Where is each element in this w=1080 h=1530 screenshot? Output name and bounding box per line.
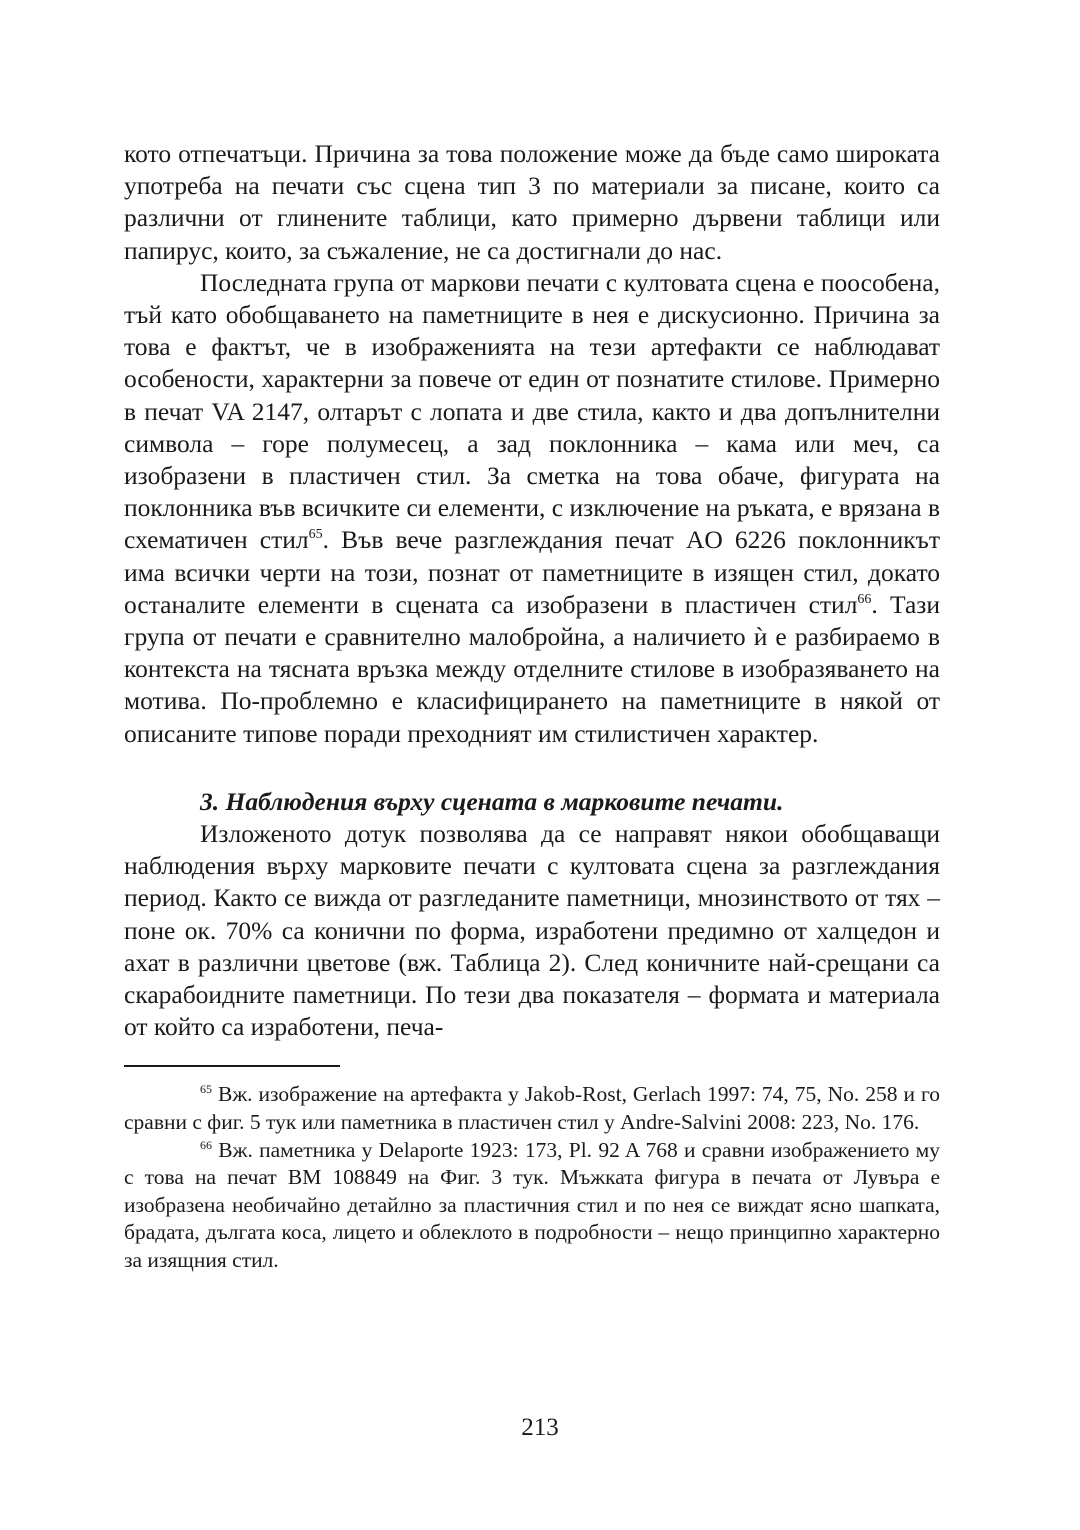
paragraph-1: кото отпечатъци. Причина за това положение може да бъде само широката употреба на печати със сцена тип 3 по материали за писане, които са различни от глинените таблици, като примерно дървени таблици или папирус, които, за съжаление, не са достигнали до нас. bbox=[124, 139, 940, 265]
paragraph-3: Изложеното дотук позволява да се направят някои обобщаващи наблюдения върху марковите печати с култовата сцена за разглеждания период. Както се вижда от разгледаните паметници, мнозинството от тях – поне ок. 70% са конични по форма, изработени предимно от халцедон и ахат в различни цветове (вж. Таблица 2). След коничните най-срещани са скарабоидните паметници. По тези два показателя – формата и материала от който са изработени, печа- bbox=[124, 819, 940, 1042]
footnote-text: Вж. паметника у Delaporte 1923: 173, Pl. 92 A 768 и сравни изображението му с това на печат BM 108849 на Фиг. 3 тук. Мъжката фигура в печата от Лувъра е изобразена необичайно детайлно за пластичния стил и по нея се виждат ясно шапката, брадата, дългата коса, лицето и облеклото в подробности – нещо принципно характерно за изящния стил. bbox=[124, 1137, 941, 1273]
footnote-number: 66 bbox=[200, 1137, 212, 1152]
footnote-ref-65[interactable]: 65 bbox=[308, 527, 323, 543]
paragraph-2-part-c: . Тази група от печати е сравнително малобройна, а наличието ѝ е разбираемо в контекста на тясната връзка между отделните стилове в изобразяването на мотива. По-проблемно е класифицирането на паметниците в някой от описаните типове поради преходният им стилистичен характер. bbox=[124, 589, 941, 748]
section-heading: 3. Наблюдения върху сцената в марковите печати. bbox=[200, 786, 784, 816]
page-content bbox=[124, 138, 940, 1275]
body-text bbox=[124, 138, 940, 1043]
footnote-66 bbox=[124, 1137, 940, 1275]
footnote-ref-66[interactable]: 66 bbox=[857, 591, 872, 607]
footnote-text: Вж. изображение на артефакта у Jakob-Rost, Gerlach 1997: 74, 75, No. 258 и го сравни с фиг. 5 тук или паметника в пластичен стил у Andre-Salvini 2008: 223, No. 176. bbox=[124, 1082, 941, 1135]
paragraph-2 bbox=[124, 267, 940, 750]
footnote-number: 65 bbox=[200, 1082, 212, 1097]
paragraph-2-part-a: Последната група от маркови печати с култовата сцена е поособена, тъй като обобщаването на паметниците в нея е дискусионно. Причина за това е фактът, че в изображенията на тези артефакти се наблюдават особености, характерни за повече от един от познатите стилове. Примерно в печат VA 2147, олтарът с лопата и две стила, както и два допълнителни символа – горе полумесец, а зад поклонника – кама или меч, са изобразени в пластичен стил. За сметка на това обаче, фигурата на поклонника във всичките си елементи, с изключение на ръката, е врязана в схематичен стил bbox=[124, 267, 940, 555]
page-number: 213 bbox=[521, 1414, 559, 1441]
footnotes bbox=[124, 1081, 940, 1274]
footnote-65 bbox=[124, 1081, 940, 1136]
footnote-separator bbox=[124, 1065, 340, 1067]
paragraph-2-part-b: . Във вече разглеждания печат AO 6226 поклонникът има всички черти на този, познат от паметниците в изящен стил, докато останалите елементи в сцената са изобразени в пластичен стил bbox=[124, 525, 941, 619]
